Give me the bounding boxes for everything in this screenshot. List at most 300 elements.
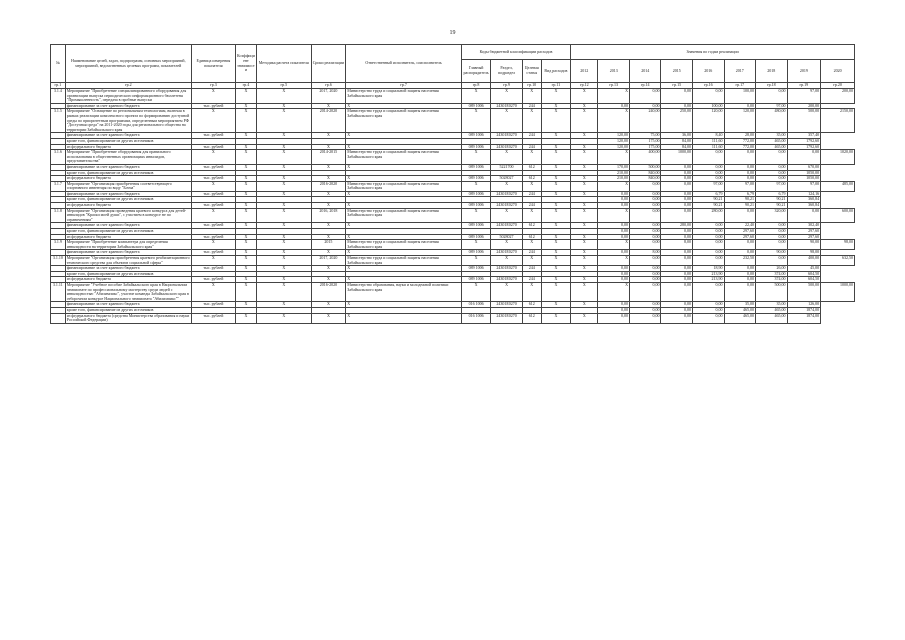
table-cell: Х xyxy=(235,133,256,139)
table-cell: 2015 xyxy=(311,240,346,250)
table-cell: 90,21 xyxy=(693,203,725,209)
table-cell: 612 xyxy=(522,164,541,170)
row-name-cell: Мероприятие "Приобретение компьютера для определения инвалидности на территории Забайкальского края" xyxy=(65,240,191,250)
row-name-cell: финансирование за счет краевого бюджета xyxy=(65,164,191,170)
table-cell: Х xyxy=(256,203,311,209)
table-cell: тыс. рублей xyxy=(191,203,235,209)
table-cell: Х xyxy=(256,302,311,308)
table-cell: 400,00 xyxy=(787,256,821,266)
table-cell: 0,00 xyxy=(756,170,788,176)
row-name-cell: кроме того, финансирование из других источников xyxy=(65,197,191,203)
table-cell: Х xyxy=(541,164,570,170)
column-number-cell: гр.9 xyxy=(491,83,523,89)
table-cell: 120,00 xyxy=(724,109,756,133)
table-cell: 840,00 xyxy=(629,176,661,182)
table-cell: 0,00 xyxy=(724,150,756,165)
table-cell: 0,00 xyxy=(661,197,693,203)
table-cell: Х xyxy=(235,277,256,283)
table-cell: 612 xyxy=(522,234,541,240)
table-cell: Х xyxy=(598,256,630,266)
table-cell: 485,00 xyxy=(821,181,855,191)
table-cell: Х xyxy=(541,282,570,301)
table-cell: Х xyxy=(235,191,256,197)
table-cell: 6,79 xyxy=(756,191,788,197)
table-cell: 1000,00 xyxy=(661,150,693,165)
table-cell: 0,00 xyxy=(756,164,788,170)
table-cell: 0,00 xyxy=(661,176,693,182)
table-cell: 0,00 xyxy=(598,271,630,277)
table-cell: Х xyxy=(491,256,523,266)
table-cell: Х xyxy=(346,144,462,150)
table-cell: 3.1.9 xyxy=(51,240,66,250)
table-cell: Х xyxy=(256,103,311,109)
table-cell: 120,00 xyxy=(598,133,630,139)
table-cell: 0,00 xyxy=(724,208,756,223)
column-number-cell: гр.20 xyxy=(821,83,855,89)
table-cell: 170,00 xyxy=(598,164,630,170)
table-cell: 0,00 xyxy=(661,181,693,191)
table-cell: Х xyxy=(311,313,346,323)
table-cell: 3.1.5 xyxy=(51,109,66,133)
table-cell: 0,00 xyxy=(724,164,756,170)
table-cell: Х xyxy=(522,150,541,165)
table-cell: Х xyxy=(311,176,346,182)
table-cell: 0,00 xyxy=(693,234,725,240)
table-cell: 0,00 xyxy=(598,103,630,109)
table-cell: 6,79 xyxy=(724,191,756,197)
table-cell: Х xyxy=(541,203,570,209)
row-name-cell: Мероприятие "Организация проведения краевого конкурса для детей-инвалидов "Краски моей души", с участием в конкурсе не по ограничениям" xyxy=(65,208,191,223)
row-name-cell: финансирование за счет краевого бюджета xyxy=(65,103,191,109)
table-cell: 244 xyxy=(522,191,541,197)
table-cell: 8,00 xyxy=(629,250,661,256)
table-cell: 500,00 xyxy=(787,109,821,133)
table-cell: 0,00 xyxy=(629,234,661,240)
table-cell: 84,00 xyxy=(661,144,693,150)
table-cell: Х xyxy=(461,208,490,223)
table-cell: 0,00 xyxy=(661,103,693,109)
table-cell: Х xyxy=(235,302,256,308)
column-number-cell: гр.14 xyxy=(629,83,661,89)
table-cell: 111,60 xyxy=(693,138,725,144)
table-cell: 0,00 xyxy=(598,307,630,313)
table-cell: 90,21 xyxy=(693,197,725,203)
table-cell: тыс. рублей xyxy=(191,266,235,272)
table-cell: 0,00 xyxy=(629,197,661,203)
column-number-cell: гр.7 xyxy=(346,83,462,89)
table-cell: 0,00 xyxy=(661,229,693,235)
table-cell: 0,00 xyxy=(661,271,693,277)
table-cell: 0,00 xyxy=(629,282,661,301)
table-cell: Х xyxy=(346,203,462,209)
column-number-cell: гр.16 xyxy=(693,83,725,89)
table-cell: 3.1.10 xyxy=(51,256,66,266)
table-cell: 297,60 xyxy=(787,229,821,235)
header-year: 2013 xyxy=(598,60,630,83)
table-cell: 100,00 xyxy=(693,103,725,109)
table-cell: 244 xyxy=(522,277,541,283)
column-number-cell: гр.10 xyxy=(522,83,541,89)
table-cell: 0,00 xyxy=(661,282,693,301)
table-cell: Х xyxy=(522,181,541,191)
table-cell: 0,00 xyxy=(724,240,756,250)
table-cell: Х xyxy=(571,256,598,266)
header-year: 2014 xyxy=(629,60,661,83)
table-cell: Х xyxy=(491,89,523,104)
table-cell: 612 xyxy=(522,176,541,182)
table-cell: 1050,00 xyxy=(787,170,821,176)
row-name-cell: кроме того, финансирование из других источников xyxy=(65,229,191,235)
table-cell: 0,00 xyxy=(693,89,725,104)
table-cell: Х xyxy=(235,164,256,170)
page-number: 19 xyxy=(449,30,456,36)
table-cell: Х xyxy=(461,256,490,266)
table-cell: Х xyxy=(346,266,462,272)
row-name-cell: финансирование за счет краевого бюджета xyxy=(65,191,191,197)
table-cell: Х xyxy=(256,150,311,165)
table-cell: 24301Е0270 xyxy=(491,250,523,256)
table-cell: 0,00 xyxy=(629,89,661,104)
table-cell: Х xyxy=(571,277,598,283)
table-cell: Х xyxy=(541,208,570,223)
table-cell: 250,00 xyxy=(661,109,693,133)
table-cell: 240,00 xyxy=(629,109,661,133)
table-cell: 0,00 xyxy=(598,229,630,235)
table-cell: Х xyxy=(571,313,598,323)
table-cell: 0,00 xyxy=(629,313,661,323)
header-year: 2015 xyxy=(661,60,693,83)
table-cell: 1000,00 xyxy=(821,282,855,301)
header-year: 2016 xyxy=(693,60,725,83)
table-cell: 772,00 xyxy=(724,144,756,150)
table-cell: Х xyxy=(571,240,598,250)
table-cell: Министерство труда и социальной защиты населения Забайкальского края xyxy=(346,181,462,191)
table-cell: 0,00 xyxy=(756,229,788,235)
table-cell: 24301Е0270 xyxy=(491,313,523,323)
table-cell: 2016-2020 xyxy=(311,282,346,301)
table-cell: 0,00 xyxy=(693,170,725,176)
table-cell: Х xyxy=(598,89,630,104)
table-cell: 210,00 xyxy=(598,176,630,182)
table-cell: Х xyxy=(235,176,256,182)
column-number-cell: гр.2 xyxy=(65,83,191,89)
table-cell: Х xyxy=(461,282,490,301)
table-cell: 0,00 xyxy=(661,313,693,323)
table-cell: 1050,00 xyxy=(787,176,821,182)
table-cell: 0,00 xyxy=(724,250,756,256)
table-cell: 2150,00 xyxy=(821,109,855,133)
table-cell: 0,00 xyxy=(661,302,693,308)
table-cell: 0,00 xyxy=(661,266,693,272)
table-cell: 0,00 xyxy=(629,103,661,109)
table-cell: тыс. рублей xyxy=(191,164,235,170)
table-cell: 500,00 xyxy=(756,282,788,301)
table-cell: 280,00 xyxy=(693,208,725,223)
table-cell: 244 xyxy=(522,133,541,139)
table-cell: Х xyxy=(346,164,462,170)
table-cell: тыс. рублей xyxy=(191,313,235,323)
table-cell: 0,00 xyxy=(598,234,630,240)
table-cell: Х xyxy=(256,277,311,283)
header-bk-type: Вид расходов xyxy=(541,60,570,83)
program-table xyxy=(50,44,855,324)
table-cell: Х xyxy=(541,223,570,229)
table-cell: Х xyxy=(541,250,570,256)
header-bk-section: Раздел, подраздел xyxy=(491,60,523,83)
table-cell: Х xyxy=(541,150,570,165)
table-cell: Х xyxy=(346,223,462,229)
table-cell: 90,21 xyxy=(724,203,756,209)
table-row xyxy=(51,208,855,223)
table-cell: Х xyxy=(191,181,235,191)
table-cell: тыс. рублей xyxy=(191,144,235,150)
table-cell: 0,00 xyxy=(629,302,661,308)
table-cell: 213,90 xyxy=(693,277,725,283)
table-cell: Х xyxy=(235,103,256,109)
table-cell: Х xyxy=(598,109,630,133)
row-name-cell: из федерального бюджета xyxy=(65,144,191,150)
table-cell: 24301Е0270 xyxy=(491,203,523,209)
table-cell: 1792,60 xyxy=(787,138,821,144)
table-cell: 244 xyxy=(522,203,541,209)
table-cell: 124,16 xyxy=(787,191,821,197)
column-number-cell: гр.11 xyxy=(541,83,570,89)
table-cell: 24301Е0270 xyxy=(491,144,523,150)
table-row xyxy=(51,313,855,323)
table-cell: 0,00 xyxy=(661,170,693,176)
table-cell: 22,40 xyxy=(724,223,756,229)
column-number-cell: гр.19 xyxy=(787,83,821,89)
table-cell: 0,00 xyxy=(724,266,756,272)
table-cell: 90,00 xyxy=(787,240,821,250)
table-cell: Х xyxy=(541,109,570,133)
table-cell: Х xyxy=(256,223,311,229)
table-cell: 0,00 xyxy=(724,176,756,182)
table-cell: Х xyxy=(571,302,598,308)
table-cell: 0,00 xyxy=(693,176,725,182)
table-cell: 0,00 xyxy=(661,164,693,170)
table-cell: 280,00 xyxy=(661,223,693,229)
table-cell: 0,00 xyxy=(598,191,630,197)
table-cell: 0,00 xyxy=(629,256,661,266)
table-cell: 600,00 xyxy=(821,208,855,223)
table-cell: Х xyxy=(235,109,256,133)
table-cell: 244 xyxy=(522,103,541,109)
table-cell: 0,00 xyxy=(661,203,693,209)
table-cell: 465,00 xyxy=(756,313,788,323)
table-cell: Х xyxy=(311,191,346,197)
table-cell: Х xyxy=(346,302,462,308)
table-row xyxy=(51,240,855,250)
table-cell: Х xyxy=(598,150,630,165)
table-cell: Х xyxy=(541,181,570,191)
table-cell: 3.1.4 xyxy=(51,89,66,104)
table-cell: Х xyxy=(256,191,311,197)
table-cell: Х xyxy=(541,277,570,283)
column-number-cell: гр.15 xyxy=(661,83,693,89)
table-row xyxy=(51,282,855,301)
table-cell: тыс. рублей xyxy=(191,103,235,109)
table-cell: 97,00 xyxy=(756,103,788,109)
table-cell: 357,40 xyxy=(787,133,821,139)
table-cell: 0,00 xyxy=(787,150,821,165)
table-cell: 0,00 xyxy=(661,250,693,256)
table-cell: Х xyxy=(191,256,235,266)
table-cell: 0,00 xyxy=(629,240,661,250)
row-name-cell: Мероприятие "Приобретение оборудования для правильного использования в общественных организациях инвалидов, представительства" xyxy=(65,150,191,165)
table-cell: 0,00 xyxy=(756,240,788,250)
table-cell: 0,00 xyxy=(629,181,661,191)
table-cell: тыс. рублей xyxy=(191,302,235,308)
column-number-cell: гр.5 xyxy=(256,83,311,89)
table-cell: тыс. рублей xyxy=(191,277,235,283)
table-cell: Х xyxy=(491,282,523,301)
table-cell: Х xyxy=(571,144,598,150)
table-cell: Х xyxy=(571,176,598,182)
table-cell: 75,00 xyxy=(629,133,661,139)
table-cell: 24301Е0270 xyxy=(491,133,523,139)
table-cell: 100,00 xyxy=(724,89,756,104)
table-cell: Х xyxy=(598,208,630,223)
table-cell: Х xyxy=(191,109,235,133)
table-cell: Х xyxy=(491,208,523,223)
table-cell: 0,00 xyxy=(598,197,630,203)
table-cell: Х xyxy=(191,208,235,223)
table-cell: 26,00 xyxy=(756,266,788,272)
table-cell: Х xyxy=(598,282,630,301)
table-cell: Х xyxy=(541,313,570,323)
table-cell: 244 xyxy=(522,250,541,256)
table-cell: 98,00 xyxy=(787,250,821,256)
table-cell: Х xyxy=(571,223,598,229)
table-cell: 175,00 xyxy=(629,138,661,144)
table-cell: 2016-2020 xyxy=(311,181,346,191)
table-cell: 320,00 xyxy=(756,208,788,223)
table-cell: 360,84 xyxy=(787,203,821,209)
table-cell: Х xyxy=(311,164,346,170)
table-cell: 18,90 xyxy=(693,266,725,272)
table-cell: 0,00 xyxy=(629,271,661,277)
table-cell: Х xyxy=(571,191,598,197)
table-cell: 8,40 xyxy=(693,133,725,139)
table-cell: Х xyxy=(235,208,256,223)
table-cell: 24301Е0270 xyxy=(491,191,523,197)
table-row xyxy=(51,181,855,191)
table-row xyxy=(51,256,855,266)
table-cell: 3.1.8 xyxy=(51,208,66,223)
table-cell: 3.1.6 xyxy=(51,150,66,165)
table-row xyxy=(51,89,855,104)
table-cell: 0,00 xyxy=(693,282,725,301)
row-name-cell: Мероприятие "Учебное пособие Забайкальского края в Национальном чемпионате по профессиональному мастерству среди людей с инвалидностью "Абилимпикс", участие команды Забайкальского края в отборочном конкурсе Национального чемпионата "Абилимпикс"" xyxy=(65,282,191,301)
table-cell: 374,00 xyxy=(756,271,788,277)
table-cell: 089 1006 xyxy=(461,191,490,197)
table-cell: 0,00 xyxy=(693,229,725,235)
table-cell: Х xyxy=(346,277,462,283)
table-cell: Х xyxy=(311,277,346,283)
table-cell: 612 xyxy=(522,223,541,229)
table-cell: 200,00 xyxy=(821,89,855,104)
table-cell: 0,00 xyxy=(598,203,630,209)
row-name-cell: финансирование за счет краевого бюджета xyxy=(65,223,191,229)
table-cell: Х xyxy=(235,250,256,256)
table-cell: Х xyxy=(311,266,346,272)
table-cell: Х xyxy=(235,203,256,209)
table-cell: Х xyxy=(256,240,311,250)
table-cell: 0,00 xyxy=(629,208,661,223)
table-cell: 089 1006 xyxy=(461,144,490,150)
table-cell: 97,00 xyxy=(693,181,725,191)
table-cell: 297,60 xyxy=(724,229,756,235)
table-cell: 244 xyxy=(522,266,541,272)
header-name: Наименование целей, задач, подпрограмм, основных мероприятий, мероприятий, ведомственных целевых программ, показателей xyxy=(65,45,191,83)
table-cell: Х xyxy=(235,256,256,266)
table-cell: 120,00 xyxy=(598,138,630,144)
table-cell: Х xyxy=(235,181,256,191)
row-name-cell: Мероприятие "Организация приобретения краевого реабилитационного технического средства для объектов социальной сферы" xyxy=(66,255,190,265)
table-cell: 24301Е0270 xyxy=(491,223,523,229)
table-cell: Х xyxy=(311,302,346,308)
table-cell: Х xyxy=(346,234,462,240)
table-cell: 0,00 xyxy=(693,302,725,308)
table-cell: 97,00 xyxy=(756,181,788,191)
header-bk-grbs: Главный распорядитель xyxy=(461,60,490,83)
table-cell: 089 1006 xyxy=(461,223,490,229)
table-cell: Х xyxy=(541,176,570,182)
table-cell: 400,00 xyxy=(629,150,661,165)
table-cell: 2017, 2020 xyxy=(311,256,346,266)
table-cell: Министерство труда и социальной защиты населения Забайкальского края xyxy=(346,89,462,104)
table-cell: Х xyxy=(256,181,311,191)
table-cell: 175,00 xyxy=(629,144,661,150)
table-cell: 0,00 xyxy=(756,89,788,104)
table-cell: Х xyxy=(256,234,311,240)
table-cell: 24301Е0270 xyxy=(491,266,523,272)
table-cell: 1020,00 xyxy=(821,150,855,165)
table-cell: 0,00 xyxy=(598,250,630,256)
table-cell: Х xyxy=(256,250,311,256)
table-cell: 089 1006 xyxy=(461,203,490,209)
table-cell: 604,50 xyxy=(787,277,821,283)
table-cell: Х xyxy=(346,133,462,139)
table-cell: 213,90 xyxy=(693,271,725,277)
table-cell: тыс. рублей xyxy=(191,250,235,256)
table-cell: 0,00 xyxy=(598,223,630,229)
table-cell: 374,00 xyxy=(756,277,788,283)
table-cell: 500,00 xyxy=(787,282,821,301)
table-cell: Х xyxy=(256,208,311,223)
table-cell: 28,00 xyxy=(724,133,756,139)
table-cell: 604,50 xyxy=(787,271,821,277)
column-number-cell: гр.13 xyxy=(598,83,630,89)
table-cell: 45,00 xyxy=(787,266,821,272)
table-cell: 772,00 xyxy=(724,138,756,144)
table-cell: Х xyxy=(311,144,346,150)
table-cell: Х xyxy=(571,103,598,109)
row-name-cell: кроме того, финансирование из других источников xyxy=(65,307,191,313)
table-cell: Х xyxy=(522,208,541,223)
header-year: 2012 xyxy=(571,60,598,83)
table-cell: Х xyxy=(235,144,256,150)
table-cell: Х xyxy=(522,282,541,301)
table-cell: 244 xyxy=(522,144,541,150)
table-cell: 0,00 xyxy=(629,307,661,313)
table-cell: 500,00 xyxy=(629,164,661,170)
table-cell: Х xyxy=(461,181,490,191)
table-cell: 1874,00 xyxy=(787,313,821,323)
table-cell: 089 1006 xyxy=(461,250,490,256)
table-cell: Х xyxy=(571,208,598,223)
